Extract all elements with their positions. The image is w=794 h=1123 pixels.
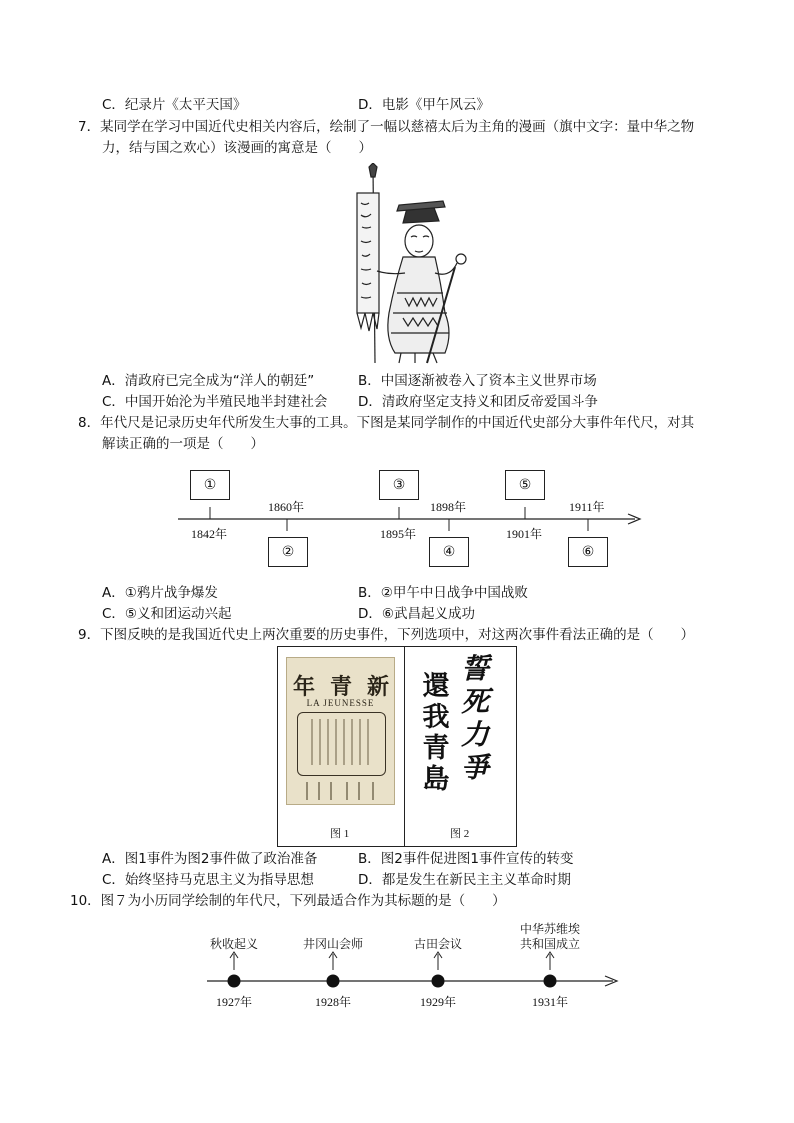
q8-year-1898: 1898年 (430, 500, 467, 514)
q8-stem-line1: 8．年代尺是记录历史年代所发生大事的工具。下图是某同学制作的中国近代史部分大事件年代尺，对其 (78, 415, 695, 431)
q9-fig2-right-char-1: 誓 (460, 652, 489, 685)
q7-option-b: B．中国逐渐被卷入了资本主义世界市场 (358, 373, 597, 389)
q8-option-b: B．②甲午中日战争中国战败 (358, 585, 528, 601)
q10-year-1927: 1927年 (216, 995, 253, 1009)
q10-event-gutian: 古田会议 (413, 937, 462, 951)
q7-stem-line1: 7．某同学在学习中国近代史相关内容后，绘制了一幅以慈禧太后为主角的漫画（旗中文字：量中华之物 (78, 119, 695, 135)
q8-option-c: C．⑤义和团运动兴起 (102, 606, 232, 622)
q8-year-1895: 1895年 (380, 527, 417, 541)
q8-box-5: ⑤ (505, 470, 545, 500)
q9-option-b: B．图2事件促进图1事件宣传的转变 (358, 851, 574, 867)
q9-stem: 9．下图反映的是我国近代史上两次重要的历史事件，下列选项中，对这两次事件看法正确的是（ ） (78, 627, 695, 643)
q9-fig2-left-char-2: 我 (422, 702, 450, 733)
q9-figure1-magazine-cover (286, 657, 395, 805)
q9-fig2-left-char-1: 還 (422, 671, 450, 702)
q8-option-a: A．①鸦片战争爆发 (102, 585, 218, 601)
q10-event-jinggangshan: 井冈山会师 (302, 937, 363, 951)
q9-figure1-caption: 图 1 (330, 828, 350, 840)
q8-year-1860: 1860年 (268, 500, 305, 514)
q9-fig1-ornament-frame (297, 712, 386, 776)
q8-box-1: ① (190, 470, 230, 500)
q10-event-arrows (225, 950, 565, 972)
q9-option-c: C．始终坚持马克思主义为指导思想 (102, 872, 314, 888)
q9-fig2-right-char-4: 爭 (460, 751, 489, 784)
q9-fig1-char-2: 青 (329, 674, 352, 700)
q9-fig2-right-char-3: 力 (460, 718, 489, 751)
q10-event-soviet-line2: 共和国成立 (519, 937, 580, 951)
q9-option-d: D．都是发生在新民主主义革命时期 (358, 872, 571, 888)
q10-year-1928: 1928年 (315, 995, 352, 1009)
q9-fig2-right-char-2: 死 (460, 685, 489, 718)
q9-fig1-char-1: 年 (293, 674, 316, 700)
q7-option-c: C．中国开始沦为半殖民地半封建社会 (102, 394, 328, 410)
q9-figure-divider (404, 647, 405, 846)
q6-option-d: D．电影《甲午风云》 (358, 97, 490, 113)
cixi-cartoon-illustration (345, 163, 475, 368)
q8-year-1901: 1901年 (506, 527, 543, 541)
q9-fig1-subtitle: LA JEUNESSE (306, 698, 375, 708)
q7-option-d: D．清政府坚定支持义和团反帝爱国斗争 (358, 394, 598, 410)
q10-timeline-axis (205, 970, 620, 992)
q9-fig2-left-char-3: 青 (422, 733, 450, 764)
q8-year-1911: 1911年 (569, 500, 605, 514)
q9-fig2-left-column (421, 657, 451, 795)
q10-year-1929: 1929年 (420, 995, 457, 1009)
q7-stem-line2: 力，结与国之欢心）该漫画的寓意是（ ） (102, 140, 372, 156)
q9-figure2-caption: 图 2 (450, 828, 470, 840)
q9-fig2-left-char-4: 島 (422, 764, 450, 795)
q8-year-1842: 1842年 (191, 527, 228, 541)
q9-fig2-right-column (458, 652, 492, 784)
q10-event-autumn-harvest: 秋收起义 (209, 937, 258, 951)
q10-stem: 10．图７为小历同学绘制的年代尺，下列最适合作为其标题的是（ ） (70, 893, 506, 909)
q10-year-1931: 1931年 (532, 995, 569, 1009)
q10-event-soviet-line1: 中华苏维埃 (519, 922, 580, 936)
q9-fig1-publisher-marks (297, 780, 385, 802)
q7-option-a: A．清政府已完全成为“洋人的朝廷” (102, 373, 315, 389)
q8-box-3: ③ (379, 470, 419, 500)
q8-option-d: D．⑥武昌起义成功 (358, 606, 475, 622)
q6-option-c: C．纪录片《太平天国》 (102, 97, 247, 113)
q9-option-a: A．图1事件为图2事件做了政治准备 (102, 851, 318, 867)
q8-box-4: ④ (429, 537, 469, 567)
q9-fig1-char-3: 新 (366, 674, 389, 700)
q9-fig1-frame-text-lines (298, 713, 382, 771)
q8-box-2: ② (268, 537, 308, 567)
q8-box-6: ⑥ (568, 537, 608, 567)
q8-stem-line2: 解读正确的一项是（ ） (102, 436, 264, 452)
